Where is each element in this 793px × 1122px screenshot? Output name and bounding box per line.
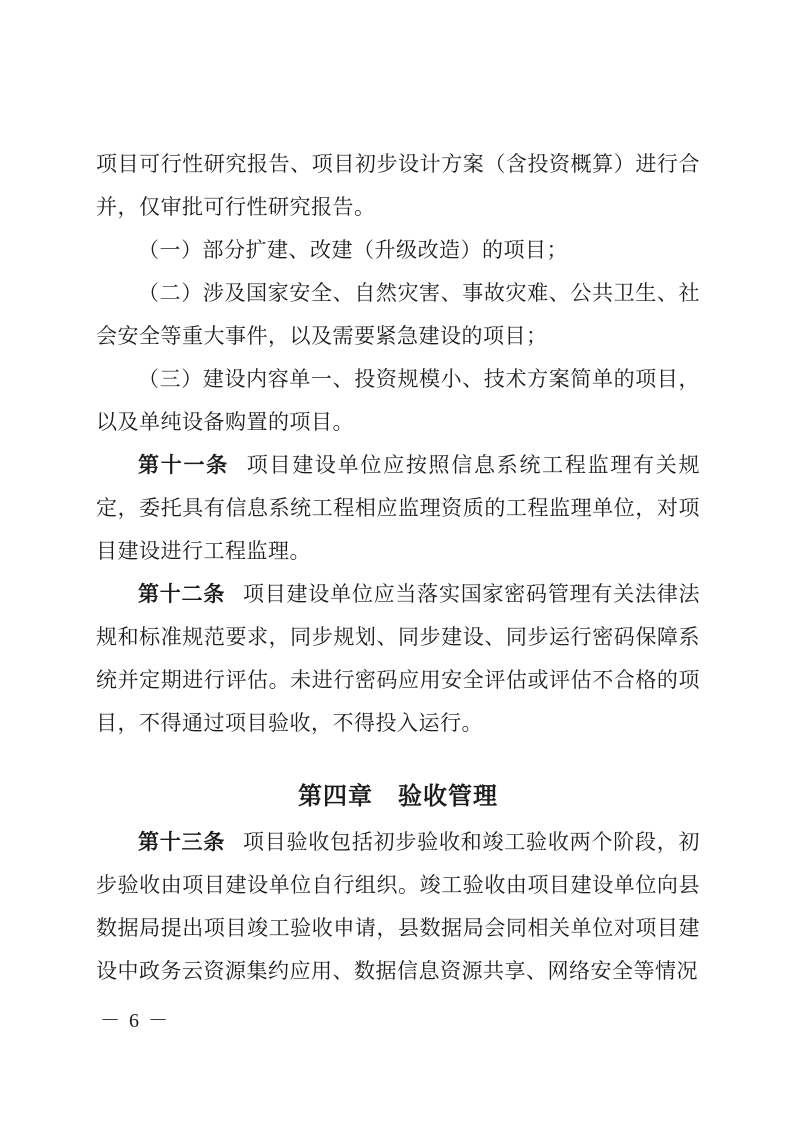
paragraph-text: （二）涉及国家安全、自然灾害、事故灾难、公共卫生、社会安全等重大事件，以及需要紧急建设的项目； bbox=[96, 281, 700, 348]
document-body bbox=[96, 143, 700, 993]
paragraph-text: 项目建设单位应按照信息系统工程监理有关规定，委托具有信息系统工程相应监理资质的工程监理单位，对项目建设进行工程监理。 bbox=[96, 453, 701, 563]
list-item-1 bbox=[96, 229, 700, 272]
paragraph-text: 项目可行性研究报告、项目初步设计方案（含投资概算）进行合并，仅审批可行性研究报告。 bbox=[96, 152, 700, 219]
paragraph-text: 项目建设单位应当落实国家密码管理有关法律法规和标准规范要求，同步规划、同步建设、同步运行密码保障系统并定期进行评估。未进行密码应用安全评估或评估不合格的项目，不得通过项目验收，不得投入运行。 bbox=[96, 582, 700, 735]
article-13-term: 第十三条 bbox=[138, 831, 226, 854]
paragraph-text: 项目验收包括初步验收和竣工验收两个阶段，初步验收由项目建设单位自行组织。竣工验收由项目建设单位向县数据局提出项目竣工验收申请，县数据局会同相关单位对项目建设中政务云资源集约应用、数据信息资源共享、网络安全等情况 bbox=[96, 830, 700, 983]
chapter-heading: 第四章 验收管理 bbox=[298, 784, 498, 810]
page-number: － 6 － bbox=[100, 1010, 170, 1032]
article-11-term: 第十一条 bbox=[138, 454, 229, 477]
article-11-paragraph bbox=[96, 444, 700, 573]
article-12-paragraph bbox=[96, 573, 700, 745]
list-item-2 bbox=[96, 272, 700, 358]
list-item-3 bbox=[96, 358, 700, 444]
article-13-paragraph bbox=[96, 821, 700, 993]
paragraph-continuation bbox=[96, 143, 700, 229]
paragraph-text: （一）部分扩建、改建（升级改造）的项目； bbox=[138, 238, 568, 262]
paragraph-text: （三）建设内容单一、投资规模小、技术方案简单的项目，以及单纯设备购置的项目。 bbox=[96, 367, 700, 434]
article-12-term: 第十二条 bbox=[138, 583, 226, 606]
